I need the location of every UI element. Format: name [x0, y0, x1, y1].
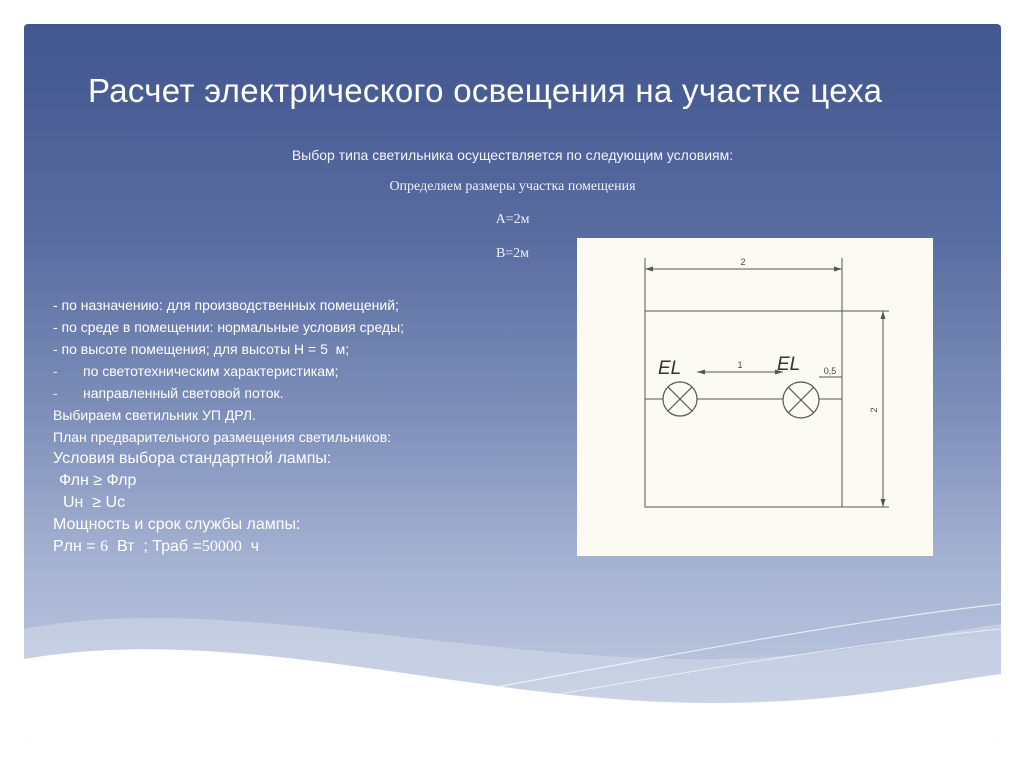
plan-caption: План предварительного размещения светильников: — [53, 429, 392, 445]
voltage-condition: Uн ≥ Uс — [63, 494, 126, 511]
life-value: 50000 — [201, 538, 242, 555]
edge-dimension-label: 0,5 — [823, 366, 837, 376]
dimension-b: В=2м — [495, 246, 530, 261]
condition-purpose: - по назначению: для производственных помещений; — [53, 297, 399, 313]
bullet-marker: - — [53, 363, 58, 379]
condition-environment: - по среде в помещении: нормальные условия среды; — [53, 319, 405, 335]
dimensions-heading: Определяем размеры участка помещения — [389, 179, 636, 194]
layout-diagram-svg — [577, 238, 933, 556]
lamp-icon — [663, 382, 697, 416]
bullet-item: - направленный световой поток. — [53, 382, 573, 404]
power-value: 6 — [100, 538, 109, 555]
body-text — [53, 294, 573, 558]
layout-diagram — [577, 238, 933, 556]
dimension-a: А=2м — [495, 212, 530, 227]
power-life-line: Рлн = 6 Вт ; Траб =50000 ч — [53, 538, 260, 555]
wave-decoration — [24, 584, 1001, 744]
spacing-dimension-label: 1 — [737, 360, 743, 370]
lamp-label: EL — [777, 354, 801, 375]
room-outline — [645, 311, 842, 507]
power-heading: Мощность и срок службы лампы: — [53, 516, 301, 533]
lamp-icon — [783, 382, 819, 418]
flux-condition: Флн ≥ Флр — [59, 472, 137, 489]
lamp-label: EL — [658, 358, 682, 379]
top-dimension-label: 2 — [740, 257, 746, 267]
slide — [24, 24, 1001, 744]
bullet-marker: - — [53, 385, 58, 401]
condition-height: - по высоте помещения; для высоты Н = 5 м; — [53, 341, 350, 357]
subtitle: Выбор типа светильника осуществляется по следующим условиям: — [291, 147, 734, 163]
side-dimension-label: 2 — [869, 407, 879, 413]
lamp-choice: Выбираем светильник УП ДРЛ. — [53, 407, 256, 423]
lamp-conditions-heading: Условия выбора стандартной лампы: — [53, 450, 332, 467]
bullet-item: - по светотехническим характеристикам; — [53, 360, 573, 382]
slide-title: Расчет электрического освещения на участке цеха — [88, 72, 883, 109]
